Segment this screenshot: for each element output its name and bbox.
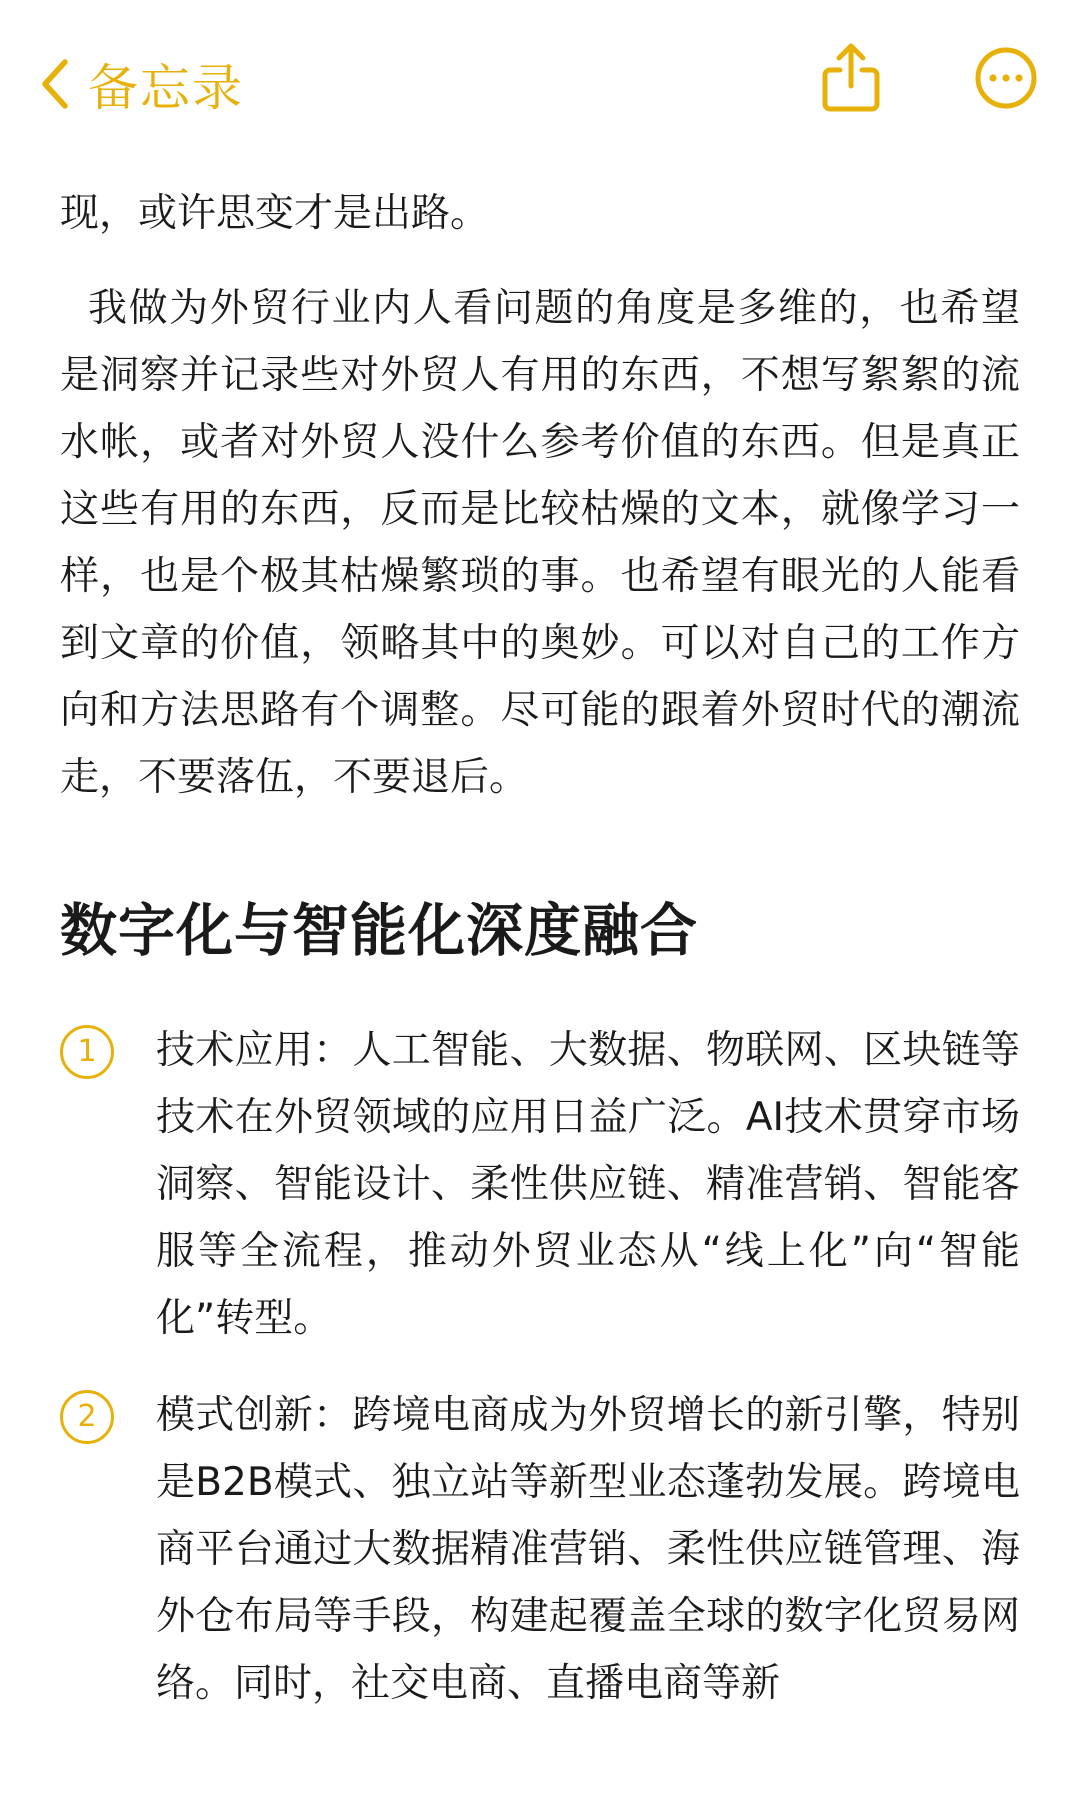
list-item <box>60 1017 1020 1352</box>
list-item-text: 技术应用：人工智能、大数据、物联网、区块链等技术在外贸领域的应用日益广泛。AI技术贯穿市场洞察、智能设计、柔性供应链、精准营销、智能客服等全流程，推动外贸业态从“线上化”向“智能化”转型。 <box>156 1028 1020 1341</box>
back-label: 备忘录 <box>88 59 244 117</box>
note-body[interactable] <box>60 180 1020 1747</box>
list-item-text: 模式创新：跨境电商成为外贸增长的新引擎，特别是B2B模式、独立站等新型业态蓬勃发展。跨境电商平台通过大数据精准营销、柔性供应链管理、海外仓布局等手段，构建起覆盖全球的数字化贸易网络。同时，社交电商、直播电商等新 <box>156 1393 1020 1706</box>
navigation-bar <box>0 0 1080 170</box>
back-button[interactable] <box>40 48 244 120</box>
paragraph: 我做为外贸行业内人看问题的角度是多维的，也希望是洞察并记录些对外贸人有用的东西，不想写絮絮的流水帐，或者对外贸人没什么参考价值的东西。但是真正这些有用的东西，反而是比较枯燥的文本，就像学习一样，也是个极其枯燥繁琐的事。也希望有眼光的人能看到文章的价值，领略其中的奥妙。可以对自己的工作方向和方法思路有个调整。尽可能的跟着外贸时代的潮流走，不要落伍，不要退后。 <box>60 286 1020 800</box>
list-item <box>60 1382 1020 1717</box>
section-heading: 数字化与智能化深度融合 <box>60 898 698 964</box>
ellipsis-circle-icon <box>974 46 1038 114</box>
chevron-left-icon <box>40 58 70 110</box>
circled-number-badge: 1 <box>60 1025 114 1079</box>
circled-number-badge: 2 <box>60 1390 114 1444</box>
share-button[interactable] <box>815 44 887 116</box>
share-icon <box>821 42 881 118</box>
paragraph: 现，或许思变才是出路。 <box>60 191 490 236</box>
more-button[interactable] <box>970 44 1042 116</box>
